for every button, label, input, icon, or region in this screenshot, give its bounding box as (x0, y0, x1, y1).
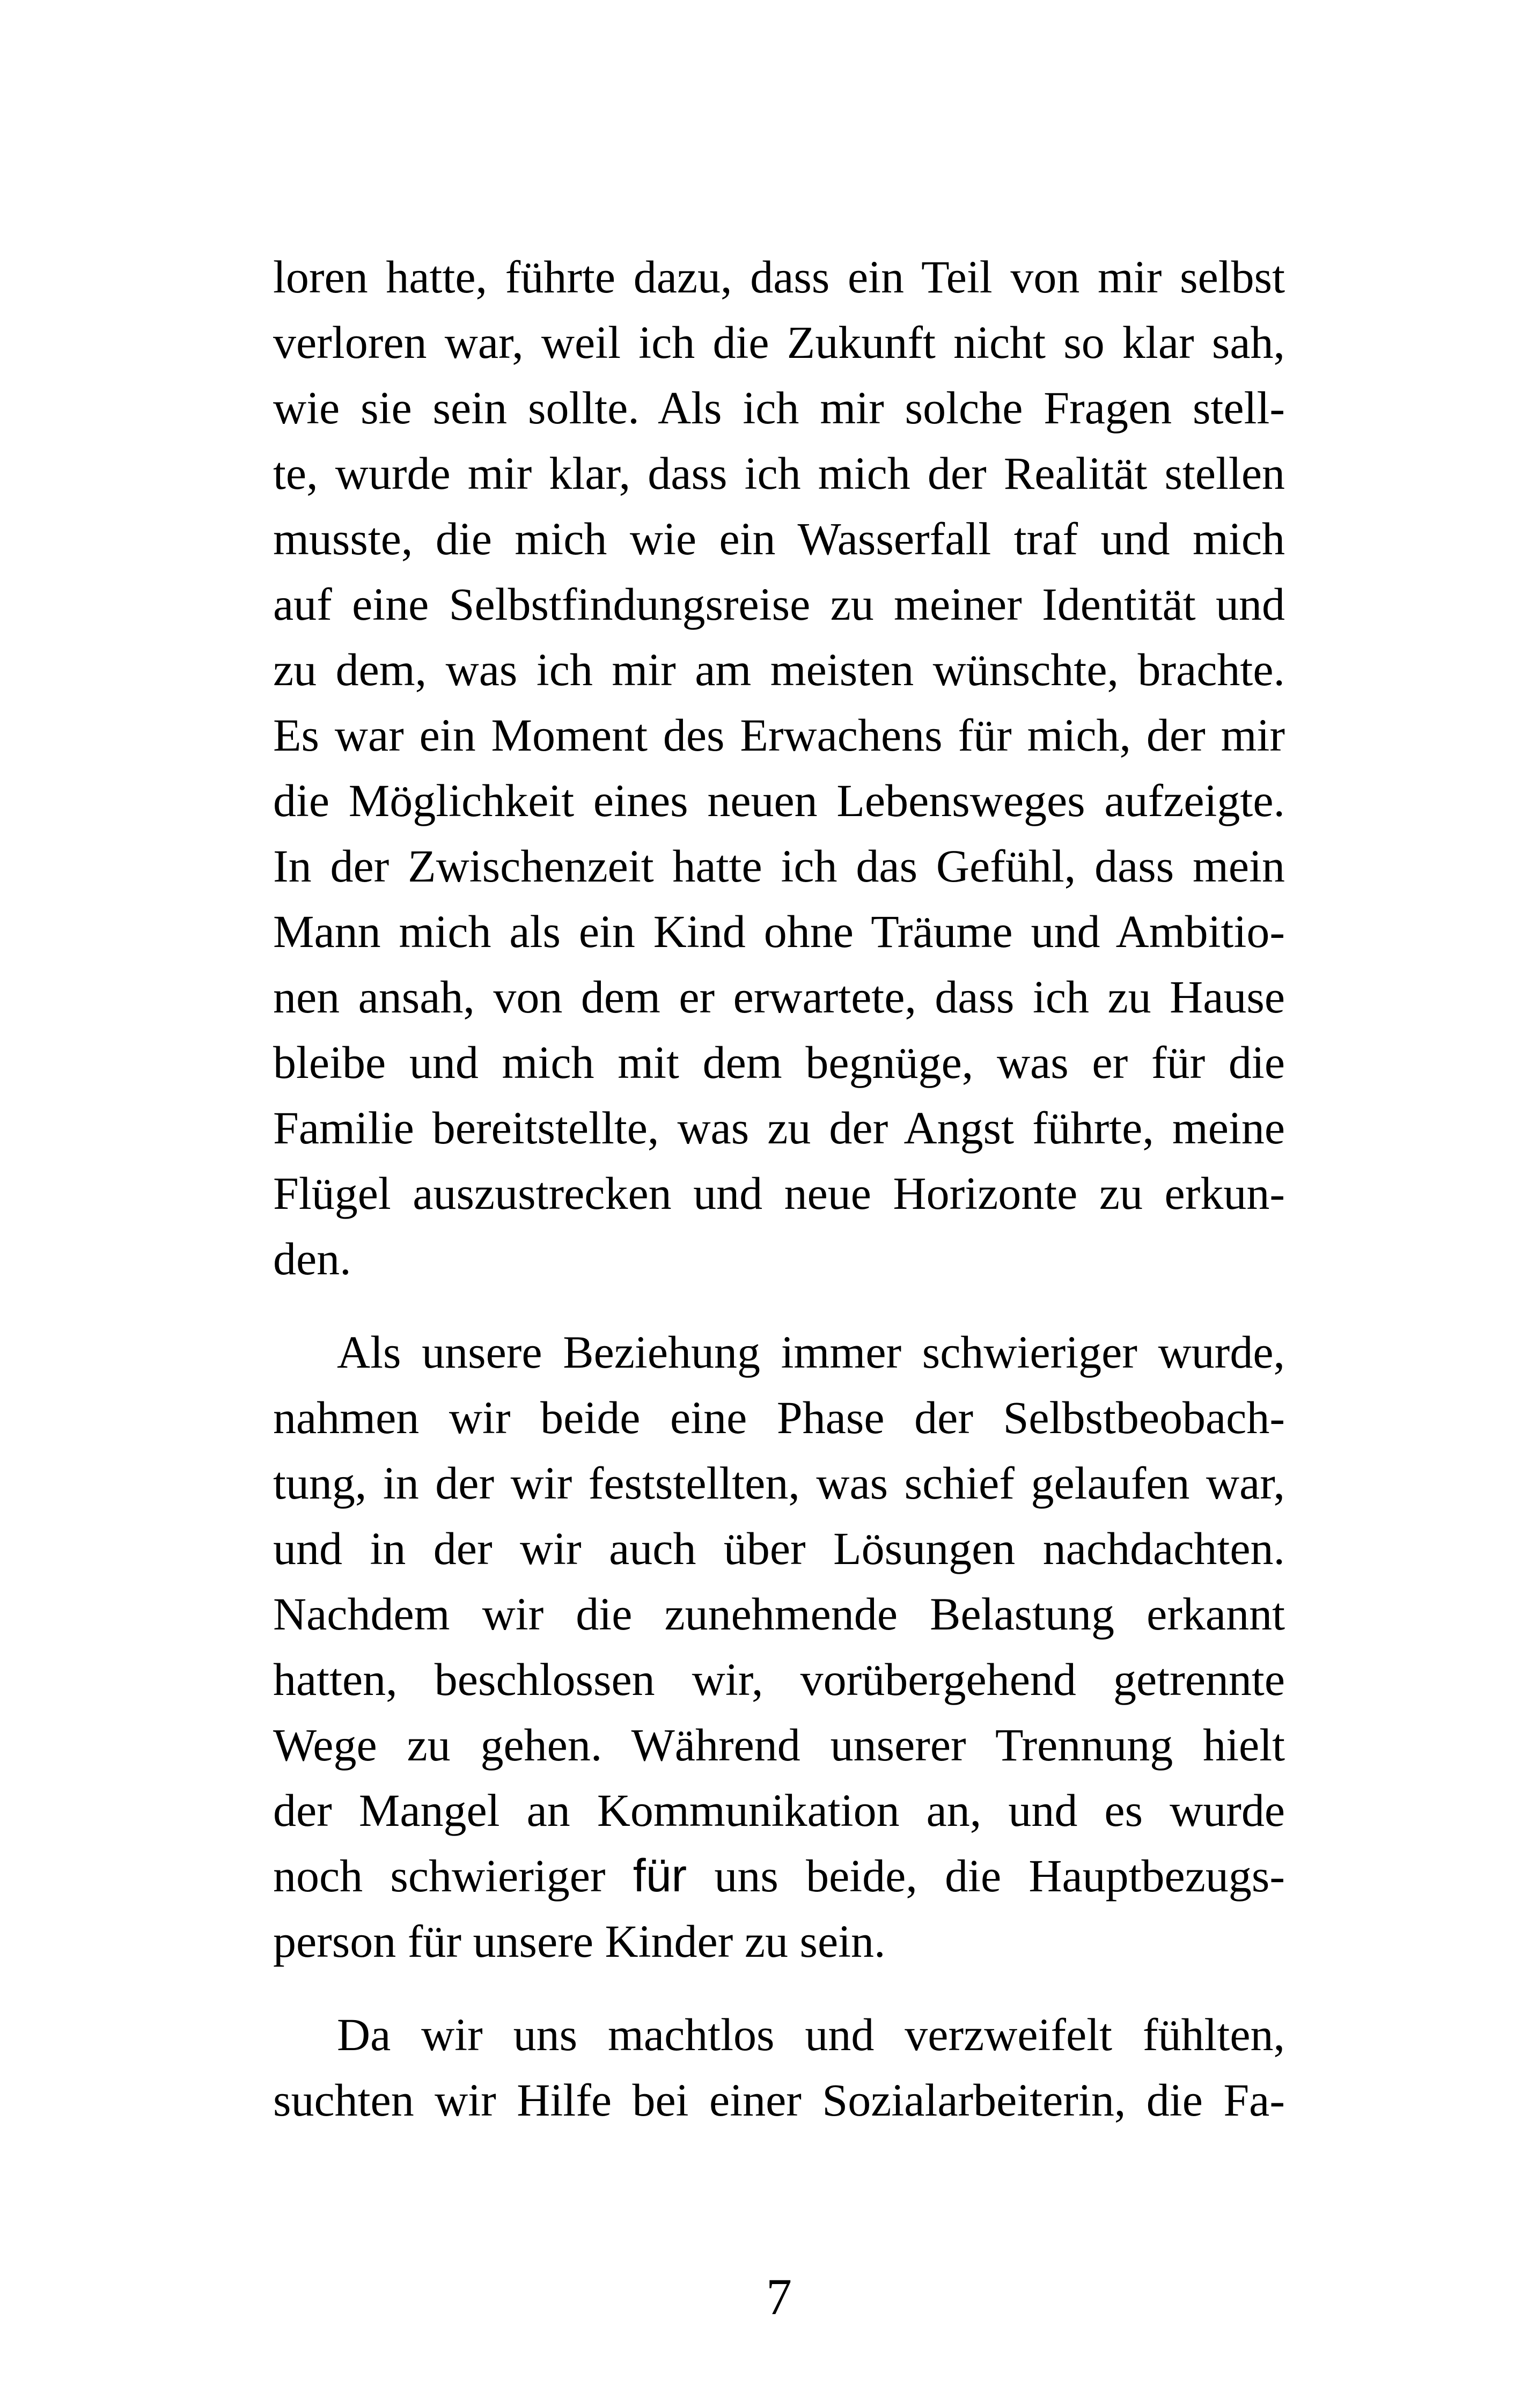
page-text (273, 244, 1285, 2133)
page-number: 7 (766, 2268, 792, 2325)
text-line: person für unsere Kinder zu sein. (273, 1915, 886, 1967)
text-line: Als unsere Beziehung immer schwieriger wurde, (337, 1326, 1285, 1378)
sans-font-word: für (633, 1850, 687, 1902)
text-line: Mann mich als ein Kind ohne Träume und Ambitio- (273, 906, 1285, 957)
text-line: der Mangel an Kommunikation an, und es wurde (273, 1785, 1285, 1836)
text-line: nahmen wir beide eine Phase der Selbstbeobach- (273, 1392, 1285, 1443)
paragraph (273, 244, 1285, 1291)
text-line: zu dem, was ich mir am meisten wünschte, brachte. (273, 644, 1285, 695)
text-line: te, wurde mir klar, dass ich mich der Realität stellen (273, 447, 1285, 499)
text-line: suchten wir Hilfe bei einer Sozialarbeiterin, die Fa- (273, 2074, 1285, 2126)
text-line: loren hatte, führte dazu, dass ein Teil von mir selbst (273, 251, 1285, 303)
text-line: nen ansah, von dem er erwartete, dass ich zu Hause (273, 971, 1285, 1023)
text-line: hatten, beschlossen wir, vorübergehend getrennte (273, 1654, 1285, 1705)
text-line: die Möglichkeit eines neuen Lebensweges aufzeigte. (273, 775, 1285, 826)
text-line: tung, in der wir feststellten, was schief gelaufen war, (273, 1457, 1285, 1509)
text-segment: uns beide, die Hauptbezugs- (687, 1850, 1285, 1902)
text-line (273, 1843, 1285, 1908)
text-line: Nachdem wir die zunehmende Belastung erkannt (273, 1588, 1285, 1640)
text-line: bleibe und mich mit dem begnüge, was er für die (273, 1037, 1285, 1088)
text-line: auf eine Selbstfindungsreise zu meiner Identität und (273, 578, 1285, 630)
text-line: wie sie sein sollte. Als ich mir solche Fragen stell- (273, 382, 1285, 434)
text-line: Flügel auszustrecken und neue Horizonte zu erkun- (273, 1168, 1285, 1219)
text-line: Es war ein Moment des Erwachens für mich, der mir (273, 709, 1285, 761)
text-segment: noch schwieriger (273, 1850, 633, 1902)
text-line: Familie bereitstellte, was zu der Angst führte, meine (273, 1102, 1285, 1154)
text-line: und in der wir auch über Lösungen nachdachten. (273, 1523, 1285, 1574)
text-line: Wege zu gehen. Während unserer Trennung hielt (273, 1719, 1285, 1771)
paragraph (273, 2002, 1285, 2133)
text-line: Da wir uns machtlos und verzweifelt fühlten, (337, 2009, 1285, 2060)
text-line: musste, die mich wie ein Wasserfall traf und mich (273, 513, 1285, 564)
paragraph (273, 1319, 1285, 1974)
text-line: verloren war, weil ich die Zukunft nicht so klar sah, (273, 317, 1285, 368)
text-line: den. (273, 1233, 351, 1284)
text-line: In der Zwischenzeit hatte ich das Gefühl, dass mein (273, 840, 1285, 892)
